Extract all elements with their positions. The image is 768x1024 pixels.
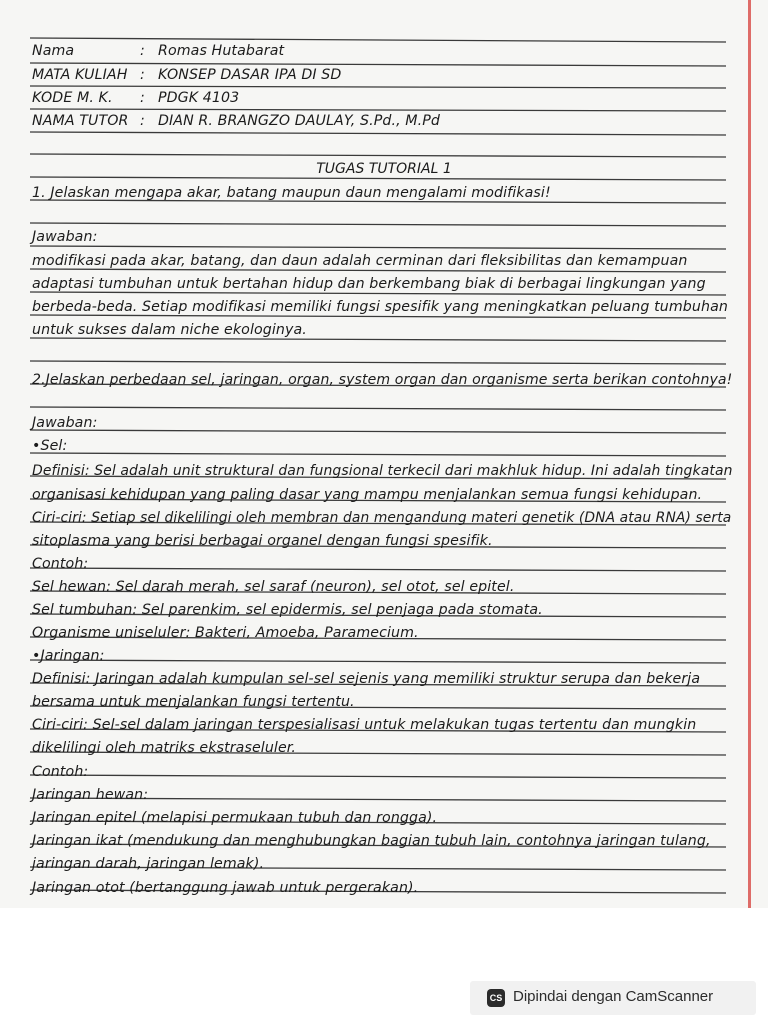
header-separator: : xyxy=(140,43,145,59)
question-2: 2.Jelaskan perbedaan sel, jaringan, organ, system organ dan organisme serta berikan contohnya! xyxy=(32,372,733,388)
answer-text-line: Sel hewan: Sel darah merah, sel saraf (neuron), sel otot, sel epitel. xyxy=(32,579,515,595)
answer-text-line: Jaringan epitel (melapisi permukaan tubuh dan rongga). xyxy=(32,810,438,826)
header-value: KONSEP DASAR IPA DI SD xyxy=(158,67,342,83)
header-label: NAMA TUTOR xyxy=(32,113,129,129)
header-value: Romas Hutabarat xyxy=(158,43,285,59)
header-value: DIAN R. BRANGZO DAULAY, S.Pd., M.Pd xyxy=(158,113,441,129)
example-label: Contoh: xyxy=(32,764,89,780)
answer-text-line: Organisme uniseluler: Bakteri, Amoeba, Paramecium. xyxy=(32,625,419,641)
answer-text-line: adaptasi tumbuhan untuk bertahan hidup dan berkembang biak di berbagai lingkungan yang xyxy=(32,276,706,292)
header-label: KODE M. K. xyxy=(32,90,113,106)
section-heading-sel: •Sel: xyxy=(32,438,68,454)
answer-text-line: organisasi kehidupan yang paling dasar yang mampu menjalankan semua fungsi kehidupan. xyxy=(32,487,703,503)
answer-text-line: Ciri-ciri: Setiap sel dikelilingi oleh membran dan mengandung materi genetik (DNA atau RNA) serta xyxy=(32,510,732,526)
answer-text-line: Definisi: Sel adalah unit struktural dan fungsional terkecil dari makhluk hidup. Ini adalah tingkatan xyxy=(32,463,733,479)
camscanner-logo-icon: CS xyxy=(487,989,505,1007)
answer-text-line: Ciri-ciri: Sel-sel dalam jaringan terspesialisasi untuk melakukan tugas tertentu dan mungkin xyxy=(32,717,697,733)
answer-text-line: jaringan darah, jaringan lemak). xyxy=(32,856,265,872)
answer-text-line: Sel tumbuhan: Sel parenkim, sel epidermis, sel penjaga pada stomata. xyxy=(32,602,543,618)
header-row-name xyxy=(32,42,284,60)
header-separator: : xyxy=(140,90,145,106)
header-separator: : xyxy=(140,67,145,83)
question-1: 1. Jelaskan mengapa akar, batang maupun daun mengalami modifikasi! xyxy=(32,185,551,201)
header-label: MATA KULIAH xyxy=(32,67,128,83)
example-label: Contoh: xyxy=(32,556,89,572)
header-label: Nama xyxy=(32,43,75,59)
answer-text-line: Jaringan otot (bertanggung jawab untuk pergerakan). xyxy=(32,880,419,896)
answer-label: Jawaban: xyxy=(32,415,98,431)
header-value: PDGK 4103 xyxy=(158,90,240,106)
header-separator: : xyxy=(140,113,145,129)
page-title: TUGAS TUTORIAL 1 xyxy=(316,161,452,177)
answer-text-line: dikelilingi oleh matriks ekstraseluler. xyxy=(32,740,297,756)
header-row-code xyxy=(32,89,239,107)
answer-text-line: sitoplasma yang berisi berbagai organel dengan fungsi spesifik. xyxy=(32,533,493,549)
scanner-watermark-text: Dipindai dengan CamScanner xyxy=(513,988,714,1005)
answer-text-line: modifikasi pada akar, batang, dan daun adalah cerminan dari fleksibilitas dan kemampuan xyxy=(32,253,688,269)
answer-label: Jawaban: xyxy=(32,229,98,245)
margin-rule xyxy=(748,0,751,1024)
answer-text-line: untuk sukses dalam niche ekologinya. xyxy=(32,322,307,338)
section-heading-jaringan: •Jaringan: xyxy=(32,648,105,664)
answer-text-line: Jaringan hewan: xyxy=(32,787,149,803)
answer-text-line: Definisi: Jaringan adalah kumpulan sel-sel sejenis yang memiliki struktur serupa dan bekerja xyxy=(32,671,701,687)
header-row-course xyxy=(32,66,341,84)
header-row-tutor xyxy=(32,112,440,130)
answer-text-line: berbeda-beda. Setiap modifikasi memiliki fungsi spesifik yang meningkatkan peluang tumbuhan xyxy=(32,299,728,315)
answer-text-line: bersama untuk menjalankan fungsi tertentu. xyxy=(32,694,355,710)
answer-text-line: Jaringan ikat (mendukung dan menghubungkan bagian tubuh lain, contohnya jaringan tulang, xyxy=(32,833,711,849)
